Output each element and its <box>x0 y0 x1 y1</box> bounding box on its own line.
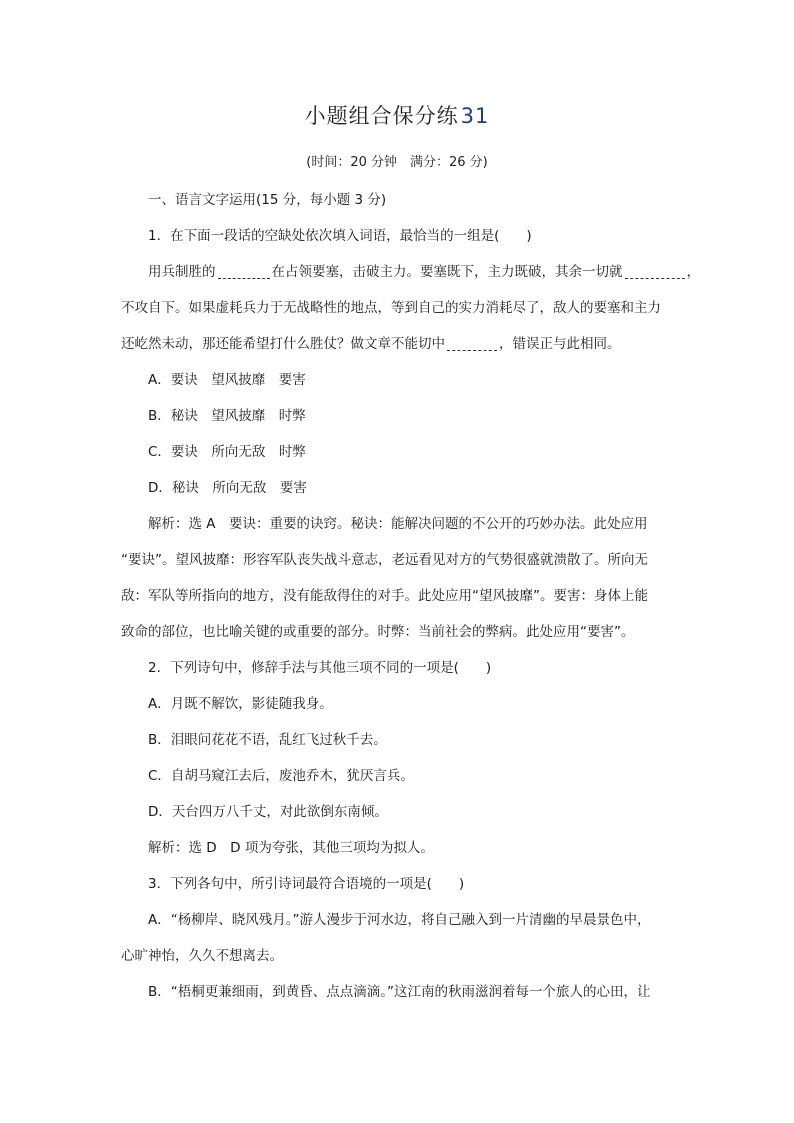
question-2-option-b: B．泪眼问花花不语，乱红飞过秋千去。 <box>148 732 387 748</box>
passage-text: ， <box>686 264 700 280</box>
question-2-explanation: 解析：选 D D 项为夸张，其他三项均为拟人。 <box>148 840 434 856</box>
passage-text: 还屹然未动，那还能希望打什么胜仗？做文章不能切中 <box>121 336 445 352</box>
section-heading: 一、语言文字运用(15 分，每小题 3 分) <box>148 192 387 208</box>
question-1-option-c: C．要诀 所向无敌 时弊 <box>148 444 306 460</box>
passage-text: ，错误正与此相同。 <box>499 336 621 352</box>
question-2-option-a: A．月既不解饮，影徒随我身。 <box>148 696 333 712</box>
question-3-option-a-line-1: A．“杨柳岸、晓风残月。”游人漫步于河水边，将自己融入到一片清幽的早晨景色中， <box>148 912 651 928</box>
time-and-score-info: (时间：20 分钟 满分：26 分) <box>306 155 488 170</box>
question-1-stem: 1．在下面一段话的空缺处依次填入词语，最恰当的一组是( ) <box>148 228 532 244</box>
passage-text: 在占领要塞，击破主力。要塞既下，主力既破，其余一切就 <box>271 264 623 280</box>
passage-text: 用兵制胜的 <box>148 264 216 280</box>
question-1-explanation-line: “要诀”。望风披靡：形容军队丧失战斗意志，老远看见对方的气势很盛就溃散了。所向无 <box>121 552 648 568</box>
question-1-option-a: A．要诀 望风披靡 要害 <box>148 372 306 388</box>
title-text: 小题组合保分练 <box>304 104 459 128</box>
question-1-passage-line-2: 不攻自下。如果虚耗兵力于无战略性的地点，等到自己的实力消耗尽了，敌人的要塞和主力 <box>121 300 661 316</box>
question-1-explanation-line: 致命的部位，也比喻关键的或重要的部分。时弊：当前社会的弊病。此处应用“要害”。 <box>121 624 635 640</box>
question-2-option-d: D．天台四万八千丈，对此欲倒东南倾。 <box>148 804 388 820</box>
fill-blank-1 <box>218 262 270 279</box>
page-title <box>0 100 794 130</box>
question-1-passage-line-1 <box>121 254 700 290</box>
title-number: 31 <box>460 104 490 128</box>
question-3-stem: 3．下列各句中，所引诗词最符合语境的一项是( ) <box>148 876 465 892</box>
exercise-content <box>121 182 700 1010</box>
question-3-option-b-line-1: B．“梧桐更兼细雨，到黄昏、点点滴滴。”这江南的秋雨滋润着每一个旅人的心田，让 <box>148 984 651 1000</box>
question-2-stem: 2．下列诗句中，修辞手法与其他三项不同的一项是( ) <box>148 660 492 676</box>
question-1-explanation-line: 敌：军队等所指向的地方，没有能敌得住的对手。此处应用“望风披靡”。要害：身体上能 <box>121 588 648 604</box>
question-1-passage-line-3 <box>121 326 677 362</box>
fill-blank-2 <box>625 262 685 279</box>
fill-blank-3 <box>447 334 497 351</box>
question-1-option-b: B．秘诀 望风披靡 时弊 <box>148 408 306 424</box>
question-3-option-a-line-2: 心旷神怡，久久不想离去。 <box>121 948 283 964</box>
question-1-explanation-line: 解析：选 A 要诀：重要的诀窍。秘诀：能解决问题的不公开的巧妙办法。此处应用 <box>148 516 648 532</box>
question-1-option-d: D．秘诀 所向无敌 要害 <box>148 480 307 496</box>
question-2-option-c: C．自胡马窥江去后，废池乔木，犹厌言兵。 <box>148 768 414 784</box>
